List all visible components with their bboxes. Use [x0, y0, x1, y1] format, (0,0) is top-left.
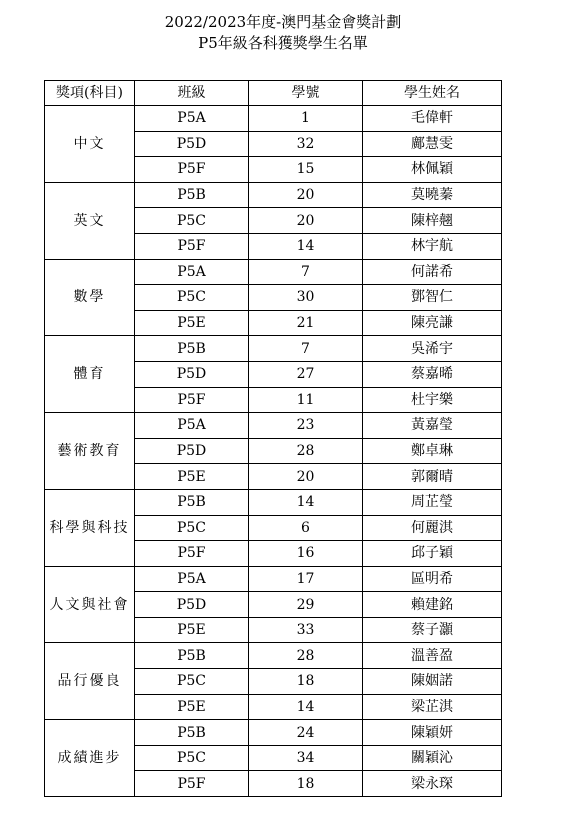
- class-cell: P5F: [135, 771, 249, 797]
- student-name-cell: 關穎沁: [363, 745, 502, 771]
- student-name-cell: 溫善盈: [363, 643, 502, 669]
- header-student-name: 學生姓名: [363, 81, 502, 106]
- subject-cell: 品行優良: [45, 643, 135, 720]
- student-name-cell: 杜宇樂: [363, 387, 502, 413]
- student-number-cell: 33: [249, 617, 363, 643]
- student-name-cell: 鄭卓琳: [363, 438, 502, 464]
- student-number-cell: 14: [249, 233, 363, 259]
- student-number-cell: 27: [249, 361, 363, 387]
- student-name-cell: 郭爾晴: [363, 464, 502, 490]
- table-row: [45, 566, 502, 592]
- student-name-cell: 區明希: [363, 566, 502, 592]
- table-row: [45, 259, 502, 285]
- student-number-cell: 7: [249, 336, 363, 362]
- table-row: [45, 413, 502, 439]
- student-number-cell: 28: [249, 643, 363, 669]
- table-row: [45, 336, 502, 362]
- student-number-cell: 34: [249, 745, 363, 771]
- class-cell: P5F: [135, 541, 249, 567]
- header-subject: 獎項(科目): [45, 81, 135, 106]
- student-number-cell: 29: [249, 592, 363, 618]
- subject-cell: 成績進步: [45, 720, 135, 797]
- student-number-cell: 14: [249, 694, 363, 720]
- class-cell: P5D: [135, 592, 249, 618]
- student-number-cell: 15: [249, 157, 363, 183]
- student-number-cell: 20: [249, 208, 363, 234]
- table-body: [45, 106, 502, 797]
- student-name-cell: 梁永琛: [363, 771, 502, 797]
- student-name-cell: 吳浠宇: [363, 336, 502, 362]
- subject-cell: 體育: [45, 336, 135, 413]
- student-name-cell: 梁芷淇: [363, 694, 502, 720]
- subject-cell: 英文: [45, 182, 135, 259]
- student-name-cell: 林宇航: [363, 233, 502, 259]
- subject-cell: 人文與社會: [45, 566, 135, 643]
- student-number-cell: 24: [249, 720, 363, 746]
- class-cell: P5B: [135, 336, 249, 362]
- student-name-cell: 陳穎妍: [363, 720, 502, 746]
- document-subtitle: P5年級各科獲獎學生名單: [198, 34, 368, 52]
- class-cell: P5F: [135, 157, 249, 183]
- class-cell: P5E: [135, 694, 249, 720]
- class-cell: P5A: [135, 566, 249, 592]
- student-number-cell: 6: [249, 515, 363, 541]
- subject-cell: 科學與科技: [45, 489, 135, 566]
- student-number-cell: 23: [249, 413, 363, 439]
- student-name-cell: 鄧智仁: [363, 285, 502, 311]
- class-cell: P5C: [135, 208, 249, 234]
- student-number-cell: 28: [249, 438, 363, 464]
- student-name-cell: 陳姻諾: [363, 669, 502, 695]
- document-title: 2022/2023年度-澳門基金會獎計劃: [164, 13, 402, 31]
- class-cell: P5C: [135, 515, 249, 541]
- student-name-cell: 何麗淇: [363, 515, 502, 541]
- student-name-cell: 陳梓翹: [363, 208, 502, 234]
- student-number-cell: 16: [249, 541, 363, 567]
- student-name-cell: 何諾希: [363, 259, 502, 285]
- student-number-cell: 20: [249, 464, 363, 490]
- table-row: [45, 720, 502, 746]
- class-cell: P5B: [135, 489, 249, 515]
- class-cell: P5B: [135, 720, 249, 746]
- student-number-cell: 1: [249, 106, 363, 132]
- header-class: 班級: [135, 81, 249, 106]
- header-student-number: 學號: [249, 81, 363, 106]
- student-number-cell: 20: [249, 182, 363, 208]
- class-cell: P5F: [135, 233, 249, 259]
- student-name-cell: 蔡子灝: [363, 617, 502, 643]
- student-name-cell: 黃嘉瑩: [363, 413, 502, 439]
- class-cell: P5B: [135, 182, 249, 208]
- subject-cell: 數學: [45, 259, 135, 336]
- document-header: [0, 12, 566, 54]
- student-number-cell: 17: [249, 566, 363, 592]
- class-cell: P5A: [135, 413, 249, 439]
- student-number-cell: 30: [249, 285, 363, 311]
- student-name-cell: 陳亮謙: [363, 310, 502, 336]
- student-name-cell: 邱子穎: [363, 541, 502, 567]
- class-cell: P5F: [135, 387, 249, 413]
- student-number-cell: 32: [249, 131, 363, 157]
- class-cell: P5A: [135, 106, 249, 132]
- awards-table: [44, 80, 502, 797]
- class-cell: P5B: [135, 643, 249, 669]
- class-cell: P5D: [135, 361, 249, 387]
- table-row: [45, 182, 502, 208]
- student-number-cell: 14: [249, 489, 363, 515]
- class-cell: P5E: [135, 464, 249, 490]
- student-number-cell: 11: [249, 387, 363, 413]
- table-row: [45, 643, 502, 669]
- class-cell: P5C: [135, 285, 249, 311]
- student-number-cell: 18: [249, 771, 363, 797]
- class-cell: P5E: [135, 310, 249, 336]
- subject-cell: 藝術教育: [45, 413, 135, 490]
- class-cell: P5D: [135, 131, 249, 157]
- student-name-cell: 毛偉軒: [363, 106, 502, 132]
- student-name-cell: 莫曉蓁: [363, 182, 502, 208]
- student-name-cell: 蔡嘉晞: [363, 361, 502, 387]
- subject-cell: 中文: [45, 106, 135, 183]
- table-row: [45, 106, 502, 132]
- student-name-cell: 周芷瑩: [363, 489, 502, 515]
- class-cell: P5D: [135, 438, 249, 464]
- student-number-cell: 18: [249, 669, 363, 695]
- class-cell: P5A: [135, 259, 249, 285]
- table-header-row: [45, 81, 502, 106]
- class-cell: P5C: [135, 745, 249, 771]
- class-cell: P5E: [135, 617, 249, 643]
- class-cell: P5C: [135, 669, 249, 695]
- student-name-cell: 鄺慧雯: [363, 131, 502, 157]
- student-name-cell: 林佩穎: [363, 157, 502, 183]
- student-number-cell: 7: [249, 259, 363, 285]
- student-name-cell: 賴建銘: [363, 592, 502, 618]
- student-number-cell: 21: [249, 310, 363, 336]
- table-row: [45, 489, 502, 515]
